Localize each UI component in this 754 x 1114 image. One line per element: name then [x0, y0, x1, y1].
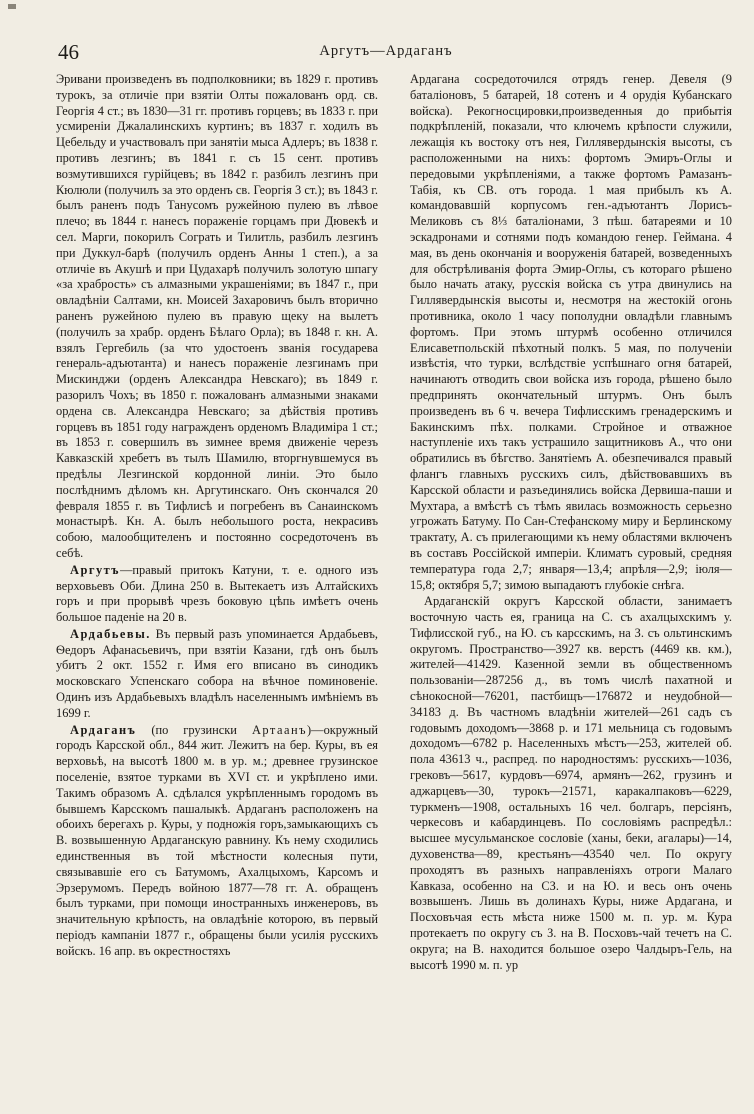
entry-argut: Аргутъ—правый притокъ Катуни, т. е. одного изъ верховьевъ Оби. Длина 250 в. Вытекаетъ изъ Алтайскихъ горъ и при прорывѣ чрезъ боковую цѣпь имѣетъ очень большое паденіе на 20 в. — [56, 562, 378, 625]
paragraph: Эривани произведенъ въ подполковники; въ 1829 г. противъ турокъ, за отличіе при взятіи Олты пожалованъ орд. св. Георгія 4 ст.; въ 1830—31 гг. противъ горцевъ; въ 1833 г. при усмиреніи Джалалинскихъ куртинъ; въ 1837 г. ходилъ въ Цебельду и участвовалъ при занятіи мыса Адлеръ; въ 1838 г. противъ лезгинъ; въ 1841 г. съ 15 сент. противъ возмутившихся гурійцевъ; въ 1842 г. разбилъ лезгинъ при Кюлюли (получилъ за это орденъ св. Георгія 3 ст.); въ 1843 г. былъ раненъ подъ Танусомъ ружейною пулею въ лѣвое плечо; въ 1844 г. нанесъ пораженіе горцамъ при Дювекѣ и сел. Марги, покорилъ Сограть и Тилитль, разбилъ лезгинъ при Дуккул-барѣ (получилъ орденъ Анны 1 степ.), а за отличіе въ Акушѣ и при Цудахарѣ получилъ золотую шпагу «за храбрость» съ алмазными украшеніями; въ 1847 г., при овладѣніи Салтами, кн. Моисей Захаровичъ былъ вторично раненъ ружейною пулею въ правую щеку на вылетъ (получилъ за храбр. орденъ Бѣлаго Орла); въ 1848 г. кн. А. взялъ Гергебиль (за что удостоенъ званія государева генераль-адъютанта) и нанесъ пораженіе лезгинамъ при Мискинджи (орденъ Александра Невскаго); въ 1849 г. разорилъ Чохъ; въ 1850 г. пожалованъ алмазными знаками ордена св. Александра Невскаго; за дѣйствія противъ горцевъ въ 1851 году награжденъ орденомъ Владиміра 1 ст.; въ 1853 г. совершилъ въ зимнее время движеніе черезъ Кавказскій хребетъ въ тылъ Шамилю, вторгнувшемуся въ предѣлы Лезгинской кордонной линіи. Это было послѣднимъ дѣломъ кн. Аргутинскаго. Онъ скончался 20 февраля 1855 г. въ Тифлисѣ и погребенъ въ Санаинскомъ монастырѣ. Кн. А. былъ небольшого роста, некрасивъ собою, малообщителенъ и постоянно сосредоточенъ въ себѣ. — [56, 72, 378, 560]
spaced-term: Артаанъ — [251, 722, 308, 737]
right-column — [410, 72, 732, 1082]
left-column — [56, 72, 378, 1082]
entry-ardabyevy: Ардабьевы. Въ первый разъ упоминается Ардабьевъ, Ѳедоръ Афанасьевичъ, при взятіи Казани, гдѣ онъ былъ убитъ 2 окт. 1552 г. Имя его вписано въ синодикъ московскаго Успенскаго собора на вѣчное поминовеніе. Одинъ изъ Ардабьевыхъ владѣлъ населеннымъ имѣніемъ въ 1699 г. — [56, 626, 378, 720]
paragraph-ardagan-okrug: Ардаганскій округъ Карсской области, занимаетъ восточную часть ея, граница на С. съ ахалцыхскимъ у. Тифлисской губ., на Ю. съ карсскимъ, на З. съ ольтинскимъ округомъ. Пространство—3927 кв. верстъ (4469 кв. км.), жителей—41429. Казенной земли въ общественномъ пользованіи—287256 д., въ томъ числѣ пахатной и сѣнокосной—76201, пастбищъ—176872 и неудобной—34183 д. Въ частномъ владѣніи жителей—261 садъ съ годовымъ доходомъ—3868 р. и 171 мельница съ годовымъ доходомъ—6782 р. Населенныхъ мѣстъ—253, жителей об. пола 43613 ч., распред. по народностямъ: русскихъ—1036, грековъ—5617, курдовъ—6974, армянъ—262, грузинъ и аджарцевъ—30, турокъ—21571, каракалпаковъ—6229, туркменъ—1908, остальныхъ 16 чел. болгаръ, персіянъ, черкесовъ и кабардинцевъ. По сословіямъ распредѣл.: высшее мусульманское сословіе (ханы, беки, агалары)—14, духовенства—89, крестьянъ—43540 чел. По округу проходятъ въ разныхъ направленіяхъ отроги Малаго Кавказа, особенно на СЗ. и на Ю. и весь онъ очень возвышенъ. Лишь въ долинахъ Куры, ниже Ардагана, и Посховъчая есть мѣста ниже 1500 м. п. ур. м. Кура протекаетъ по округу съ З. на В. Посховъ-чай течетъ на С. округа; на В. находится большое озеро Чалдыръ-Гель, на высотѣ 1990 м. п. ур — [410, 594, 732, 972]
running-head: Аргутъ—Ардаганъ — [319, 43, 453, 59]
scan-mark — [8, 4, 16, 9]
headword: Ардаганъ — [70, 722, 137, 737]
page-header — [58, 40, 714, 66]
paragraph: Ардагана сосредоточился отрядъ генер. Девеля (9 баталіоновъ, 5 батарей, 18 сотенъ и 4 орудія Кубанскаго войска). Рекогносцировки,произведенныя до прибытія подкрѣпленій, показали, что ключемъ крѣпости служили, лежащія къ востоку отъ нея, Гиллявердынскія высоты, съ расположенными на нихъ: фортомъ Эмиръ-Оглы и передовыми укрѣпленіями, а также фортомъ Рамазанъ-Табія, къ СВ. отъ города. 1 мая прибылъ къ А. командовавшій корпусомъ ген.-адъютантъ Лорисъ-Меликовъ съ 8⅓ баталіонами, 3 пѣш. батареями и 10 эскадронами и сотнями подъ командою генер. Геймана. 4 мая, въ день окончанія и вооруженія батарей, возведенныхъ для обстрѣливанія форта Эмир-Оглы, съ котораго рѣшено было начать атаку, русскія войска съ утра двинулись на Гиллявердынскія высоты и, несмотря на жестокій огонь противника, около 1 часу пополудни овладѣли главнымъ фортомъ. При этомъ штурмѣ особенно отличился Елисаветпольскій пѣхотный полкъ. 5 мая, по полученіи извѣстія, что турки, вслѣдствіе успѣшнаго огня батарей, начинаютъ отводить свои войска изъ города, рѣшено было предпринять окончательный штурмъ. Онъ былъ произведенъ въ 6 ч. вечера Тифлисскимъ гренадерскимъ и Бакинскимъ пѣх. полками. Стройное и отважное наступленіе ихъ такъ устрашило защитниковъ А., что они обратились въ бѣгство. Занятіемъ А. обезпечивался правый флангъ главныхъ русскихъ силъ, дѣйствовавшихъ въ Карсской области и разъединялись войска Дервиша-паши и Мухтара, а вмѣстѣ съ тѣмъ явилась возможность серьезно угрожать Батуму. По Сан-Стефанскому миру и Берлинскому трактату, А. съ прилегающими къ нему областями включенъ въ составъ Россійской имперіи. Климатъ суровый, средняя температура года 2,7; января—13,4; апрѣля—2,9; іюля—15,8; октября 5,7; зимою выпадаютъ глубокіе снѣга. — [410, 72, 732, 592]
page-number: 46 — [58, 40, 79, 64]
headword: Аргутъ — [70, 562, 120, 577]
headword: Ардабьевы. — [70, 626, 151, 641]
entry-ardagan: Ардаганъ (по грузински Артаанъ)—окружный городъ Карсской обл., 844 жит. Лежитъ на бер. Куры, въ ея верховьѣ, на высотѣ 1800 м. в ур. м.; древнее грузинское поселеніе, взятое турками въ XVI ст. и укрѣплено ими. Такимъ образомъ А. сдѣлался укрѣпленнымъ городомъ въ бывшемъ Карсскомъ пашалыкѣ. Ардаганъ расположенъ на обоихъ берегахъ р. Куры, у подножія горъ,замыкающихъ съ В. возвышенную Ардаганскую равнину. Къ нему сходились единственныя въ той мѣстности колесныя пути, связывавшіе его съ Батумомъ, Ахалцыхомъ, Карсомъ и Эрзерумомъ. Передъ войною 1877—78 гг. А. обращенъ былъ турками, при помощи иностранныхъ инженеровъ, въ значительную крѣпость, на овладѣніе которою, въ первый періодъ кампаніи 1877 г., обращены были усилія русскихъ войскъ. 16 апр. въ окрестностяхъ — [56, 722, 378, 958]
